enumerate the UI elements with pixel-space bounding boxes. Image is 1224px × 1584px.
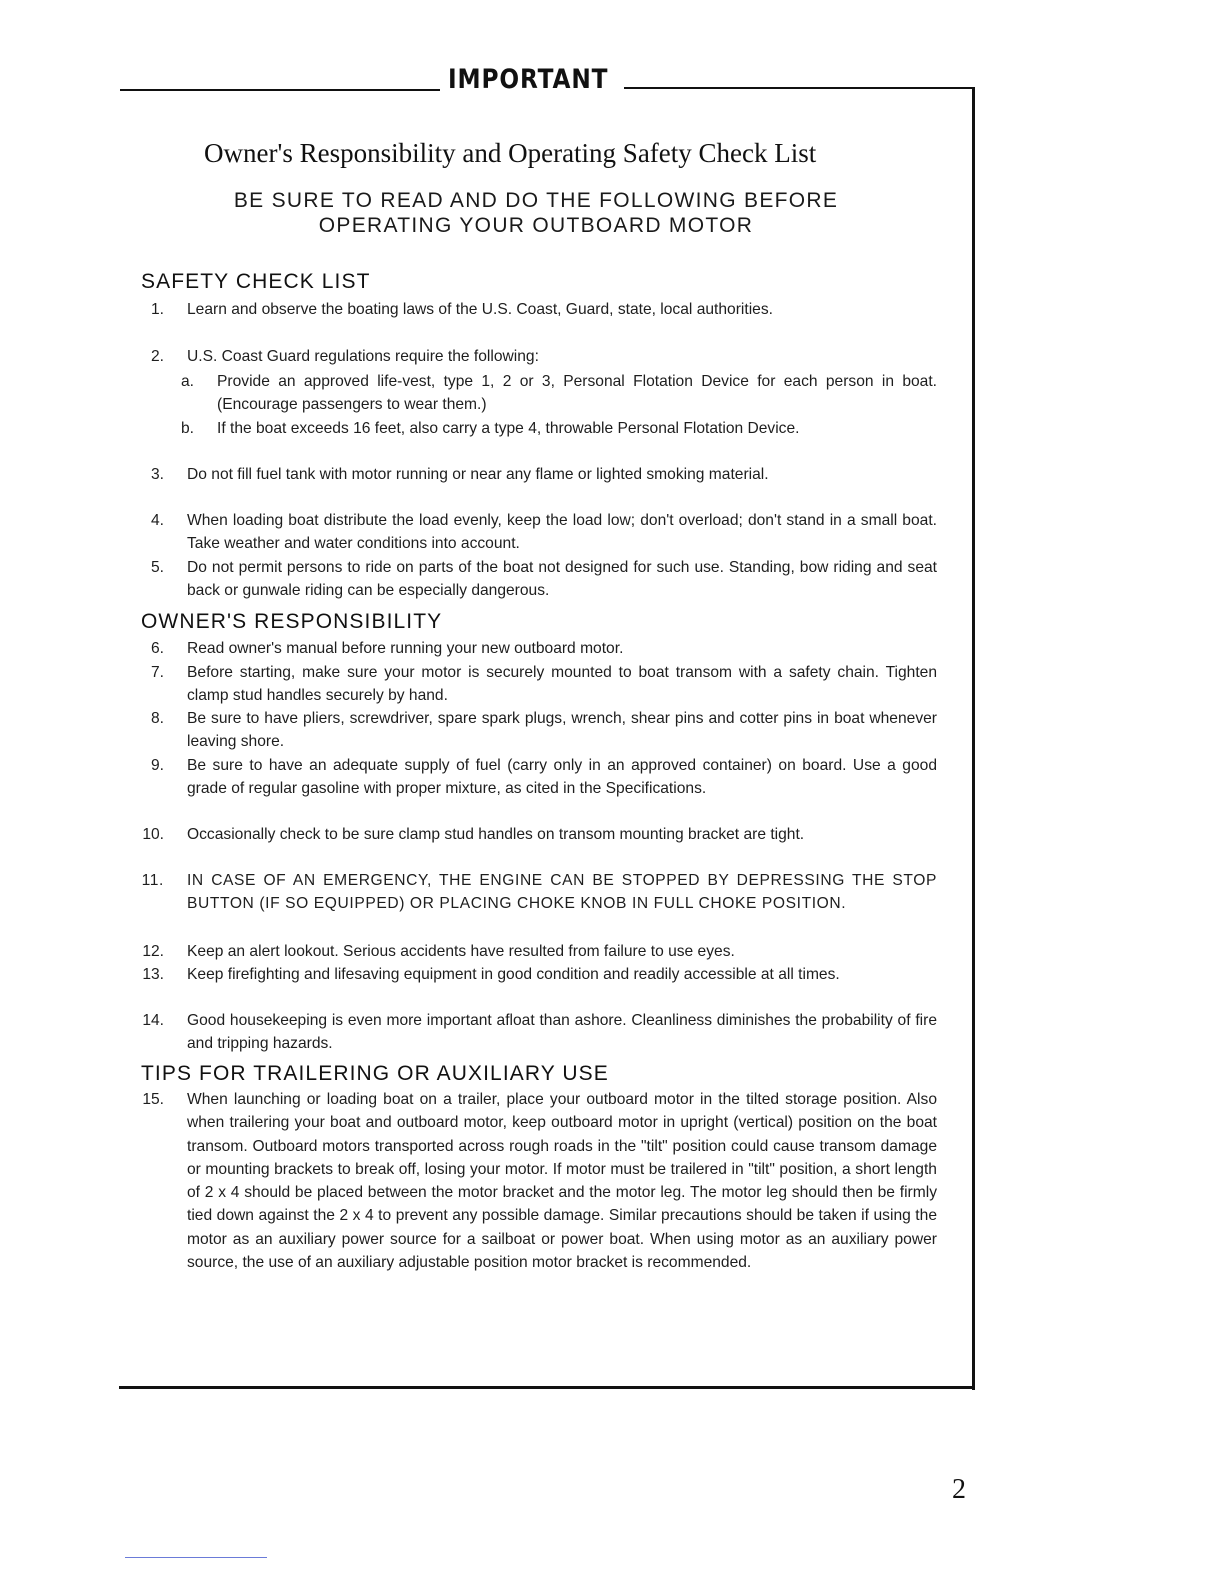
- document-title: Owner's Responsibility and Operating Safety Check List: [204, 138, 817, 168]
- item-number: 4.: [150, 512, 164, 529]
- item-text: Provide an approved life-vest, type 1, 2 or 3, Personal Flotation Device for each person in boat. (Encourage passengers to wear them.): [217, 373, 937, 414]
- item-text: Keep firefighting and lifesaving equipment in good condition and readily accessible at all times.: [187, 966, 840, 983]
- item-text: Be sure to have an adequate supply of fuel (carry only in an approved container) on board. Use a good grade of regular gasoline with proper mixture, as cited in the Specifications.: [187, 757, 937, 798]
- item-text: Do not permit persons to ride on parts of the boat not designed for such use. Standing, bow riding and seat back or gunwale riding can be especially dangerous.: [187, 559, 937, 600]
- item-number: 1.: [150, 301, 164, 318]
- list-item-2: [130, 345, 940, 369]
- item-number: 11.: [141, 872, 164, 889]
- list-item-2b: [170, 417, 940, 464]
- frame-rule-top-right: [624, 87, 975, 89]
- item-number: 5.: [150, 559, 164, 576]
- page-heading-important: IMPORTANT: [448, 64, 609, 95]
- page-number: 2: [952, 1474, 966, 1505]
- list-item-15: [130, 1088, 940, 1348]
- item-text: U.S. Coast Guard regulations require the following:: [187, 348, 539, 365]
- item-text: Be sure to have pliers, screwdriver, spare spark plugs, wrench, shear pins and cotter pins in boat whenever leaving shore.: [187, 710, 937, 751]
- list-item-12: [130, 940, 940, 964]
- list-item-6: [130, 637, 940, 661]
- item-text: Before starting, make sure your motor is securely mounted to boat transom with a safety chain. Tighten clamp stud handles securely by hand.: [187, 664, 937, 705]
- item-number: 6.: [150, 640, 164, 657]
- list-item-2a: [170, 370, 940, 417]
- list-item-14: [130, 1009, 940, 1056]
- item-text: Learn and observe the boating laws of the U.S. Coast, Guard, state, local authorities.: [187, 301, 773, 318]
- list-item-9: [130, 754, 940, 824]
- document-subtitle: [186, 188, 886, 238]
- item-number: 8.: [150, 710, 164, 727]
- list-item-13: [130, 963, 940, 1010]
- list-item-1: [130, 298, 940, 345]
- item-text: Good housekeeping is even more important afloat than ashore. Cleanliness diminishes the probability of fire and tripping hazards.: [187, 1012, 937, 1053]
- item-number: 7.: [150, 664, 164, 681]
- list-item-10: [130, 823, 940, 870]
- item-text: If the boat exceeds 16 feet, also carry a type 4, throwable Personal Flotation Device.: [217, 420, 800, 437]
- item-letter: b.: [180, 420, 194, 437]
- item-number: 9.: [150, 757, 164, 774]
- frame-rule-bottom: [119, 1386, 975, 1389]
- item-text: Read owner's manual before running your new outboard motor.: [187, 640, 624, 657]
- frame-rule-right: [972, 87, 975, 1390]
- subtitle-line-2: OPERATING YOUR OUTBOARD MOTOR: [318, 214, 754, 237]
- item-number: 12.: [142, 943, 164, 960]
- item-number: 2.: [150, 348, 164, 365]
- list-item-4: [130, 509, 940, 556]
- frame-rule-top-left: [120, 89, 440, 91]
- subtitle-line-1: BE SURE TO READ AND DO THE FOLLOWING BEFORE: [233, 189, 839, 212]
- item-number: 13.: [142, 966, 164, 983]
- item-number: 14.: [142, 1012, 164, 1029]
- item-number: 3.: [150, 466, 164, 483]
- list-item-5: [130, 556, 940, 603]
- item-text: IN CASE OF AN EMERGENCY, THE ENGINE CAN BE STOPPED BY DEPRESSING THE STOP BUTTON (IF SO EQUIPPED) OR PLACING CHOKE KNOB IN FULL CHOKE POSITION.: [187, 872, 937, 913]
- item-text: When loading boat distribute the load evenly, keep the load low; don't overload; don't stand in a small boat. Take weather and water conditions into account.: [187, 512, 937, 553]
- item-text: Occasionally check to be sure clamp stud handles on transom mounting bracket are tight.: [187, 826, 805, 843]
- footer-rule: [125, 1557, 267, 1558]
- list-item-3: [130, 463, 940, 510]
- section-heading-owner: OWNER'S RESPONSIBILITY: [141, 610, 443, 633]
- section-heading-tips: TIPS FOR TRAILERING OR AUXILIARY USE: [141, 1062, 609, 1085]
- item-number: 15.: [142, 1091, 164, 1108]
- list-item-7: [130, 661, 940, 708]
- section-heading-safety: SAFETY CHECK LIST: [141, 270, 371, 293]
- list-item-11: [130, 869, 940, 939]
- item-text: When launching or loading boat on a trailer, place your outboard motor in the tilted storage position. Also when trailering your boat and outboard motor, keep outboard motor in upright (vertical) position on the boat transom. Outboard motors transported across rough roads in the "tilt" position could cause transom damage or mounting brackets to break off, losing your motor. If motor must be trailered in "tilt" position, a short length of 2 x 4 should be placed between the motor bracket and the motor leg. The motor leg should then be firmly tied down against the 2 x 4 to prevent any possible damage. Similar precautions should be taken if using the motor as an auxiliary power source for a sailboat or power boat. When using motor as an auxiliary power source, the use of an auxiliary adjustable position motor bracket is recommended.: [187, 1091, 937, 1272]
- item-text: Keep an alert lookout. Serious accidents have resulted from failure to use eyes.: [187, 943, 735, 960]
- item-text: Do not fill fuel tank with motor running or near any flame or lighted smoking material.: [187, 466, 769, 483]
- item-letter: a.: [180, 373, 194, 390]
- item-number: 10.: [142, 826, 164, 843]
- list-item-8: [130, 707, 940, 754]
